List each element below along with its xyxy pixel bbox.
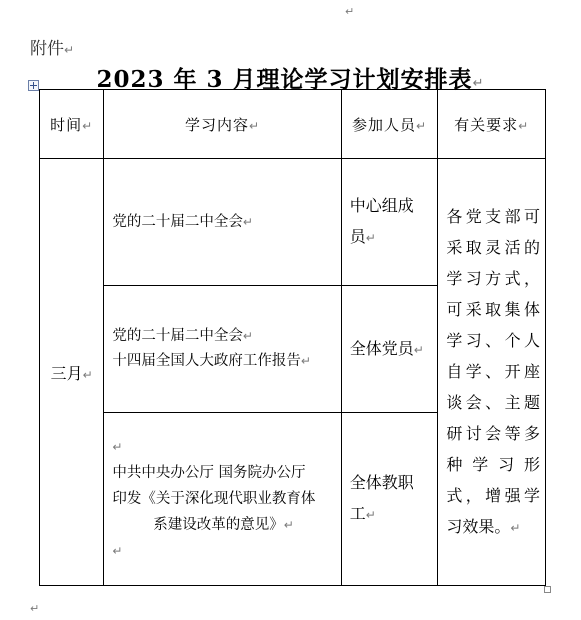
content-cell[interactable] (104, 413, 341, 586)
content-cell[interactable] (104, 159, 341, 286)
cell-mark: ↵ (510, 520, 521, 535)
paragraph-mark: ↵ (112, 440, 123, 454)
header-requirements[interactable] (438, 90, 546, 159)
table-row (40, 159, 546, 286)
participants-value: 全体教职工 (349, 473, 414, 523)
time-value: 三月 (50, 363, 83, 383)
cell-mark: ↵ (416, 118, 428, 133)
content-line: 印发《关于深化现代职业教育体 (112, 491, 316, 507)
cell-mark: ↵ (365, 508, 376, 522)
cell-mark: ↵ (518, 118, 530, 133)
content-line: 系建设改革的意见》 (153, 517, 284, 533)
participants-cell[interactable] (341, 286, 438, 413)
paragraph-mark: ↵ (472, 76, 485, 91)
paragraph-mark: ↵ (242, 329, 253, 343)
paragraph-mark: ↵ (345, 5, 355, 18)
cell-mark: ↵ (242, 214, 253, 229)
participants-value: 全体党员 (349, 338, 414, 358)
content-line: 中共中央办公厅 国务院办公厅 (112, 465, 306, 481)
table-resize-handle-icon[interactable] (544, 586, 551, 593)
header-requirements-label: 有关要求 (454, 115, 519, 134)
participants-cell[interactable] (341, 159, 438, 286)
participants-cell[interactable] (341, 413, 438, 586)
paragraph-mark: ↵ (30, 602, 40, 615)
requirements-cell[interactable] (438, 159, 546, 586)
content-cell[interactable] (104, 286, 341, 413)
paragraph-mark: ↵ (64, 43, 75, 57)
participants-value: 中心组成员 (349, 196, 414, 246)
header-participants-label: 参加人员 (352, 115, 417, 134)
attachment-label (30, 34, 74, 59)
content-line: 十四届全国人大政府工作报告 (112, 353, 301, 369)
cell-mark: ↵ (112, 544, 123, 558)
header-content-label: 学习内容 (185, 115, 250, 134)
header-content[interactable] (104, 90, 341, 159)
paragraph-mark: ↵ (283, 518, 294, 532)
cell-mark: ↵ (82, 367, 93, 382)
attachment-label-text: 附件 (30, 39, 64, 59)
study-plan-table (39, 89, 546, 586)
page-title-text: 2023 年 3 月理论学习计划安排表 (96, 66, 473, 93)
cell-mark: ↵ (82, 118, 94, 133)
table-header-row (40, 90, 546, 159)
header-time-label: 时间 (50, 115, 83, 134)
header-time[interactable] (40, 90, 104, 159)
header-participants[interactable] (341, 90, 438, 159)
content-line: 党的二十届二中全会 (112, 213, 243, 230)
cell-mark: ↵ (365, 231, 376, 245)
time-cell[interactable] (40, 159, 104, 586)
cell-mark: ↵ (300, 354, 311, 368)
requirements-value: 各党支部可采取灵活的学习方式，可采取集体学习、个人自学、开座谈会、主题研讨会等多种学习形式，增强学习效果。 (446, 206, 540, 536)
cell-mark: ↵ (413, 342, 424, 357)
content-line: 党的二十届二中全会 (112, 328, 243, 344)
table-move-handle-icon[interactable] (28, 80, 39, 91)
cell-mark: ↵ (249, 118, 261, 133)
